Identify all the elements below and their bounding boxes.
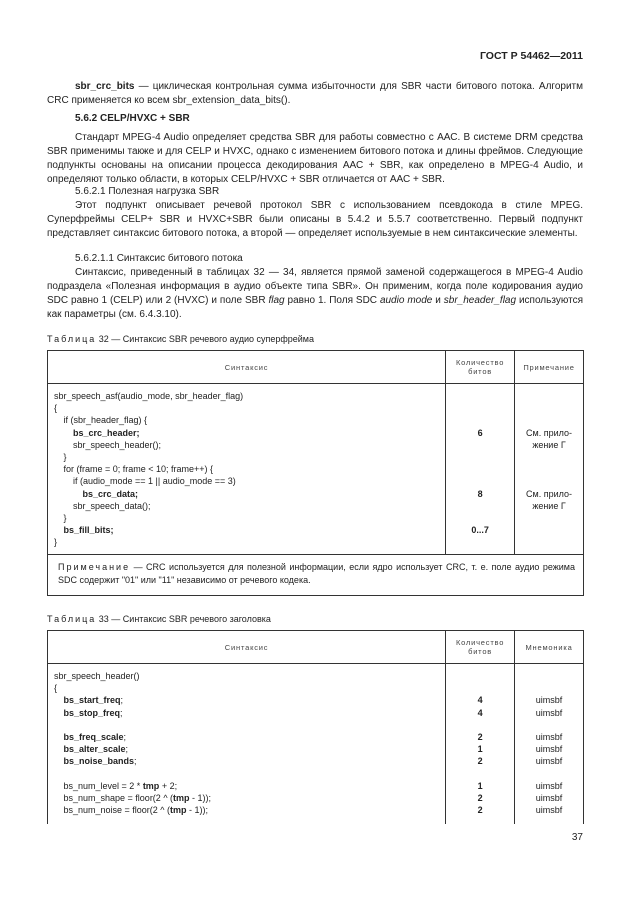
table-32-caption	[47, 334, 314, 344]
code-token: ;	[120, 707, 123, 718]
paragraph-speech-protocol: Этот подпункт описывает речевой протокол SBR с использованием псевдокода в стиле MPEG. Суперфреймы CELP+ SBR и HVXC+SBR были описаны в 5.4.2 и 5.5.7 соответственно. Первый подпункт представляет синтаксис битового потока, а второй — определяет используемые в нем синтаксические элементы.	[47, 200, 583, 239]
code-token: {	[54, 683, 58, 694]
code-line: }	[63, 451, 67, 462]
code-line: if (sbr_header_flag) {	[63, 415, 148, 426]
mnemonic-value: uimsbf	[535, 731, 563, 742]
italic-term: sbr_header_flag	[443, 295, 517, 306]
paragraph-mpeg4-audio: Стандарт MPEG-4 Audio определяет средства SBR для работы совместно с ААС. В системе DRM средства SBR применимы также и для CELP и HVXC, однако с изменением битового потока и длины фреймов. Следующие подпункты основаны на описании процесса декодирования ААС + SBR, как определено в MPEG-4 Audio, и определяют только области, в которых CELP/HVXC + SBR отличается от ААС + SBR.	[47, 132, 583, 185]
mnemonic-value: uimsbf	[535, 756, 563, 767]
mnemonic-value	[515, 768, 583, 780]
bits-value	[446, 500, 514, 512]
code-token: + 2;	[159, 780, 178, 791]
table-33-caption	[47, 614, 271, 624]
code-line	[54, 768, 445, 780]
bits-value: 1	[477, 780, 483, 791]
col-header-mnemonic: Мнемоника	[515, 631, 584, 664]
code-token: tmp	[142, 780, 160, 791]
section-heading-5-6-2: 5.6.2 CELP/HVXC + SBR	[75, 113, 190, 124]
syntax-code-cell	[48, 664, 446, 824]
bits-value: 4	[477, 707, 483, 718]
mnemonic-value: uimsbf	[535, 805, 563, 816]
code-line: bs_fill_bits;	[63, 525, 114, 536]
col-header-note: Примечание	[515, 351, 584, 384]
code-line: sbr_speech_asf(audio_mode, sbr_header_flag)	[54, 391, 244, 401]
mnemonic-value: uimsbf	[535, 707, 563, 718]
code-line: {	[54, 403, 58, 414]
bits-value	[446, 402, 514, 414]
code-token: bs_stop_freq	[63, 707, 121, 718]
note-text: жение Г	[532, 500, 566, 511]
code-line	[54, 682, 445, 694]
col-header-bits: Количество битов	[446, 351, 515, 384]
bits-value	[446, 768, 514, 780]
code-line: for (frame = 0; frame < 10; frame++) {	[63, 464, 214, 475]
code-line	[54, 719, 445, 731]
paragraph-syntax-description	[47, 266, 583, 322]
note-text	[515, 414, 583, 426]
bits-value: 6	[477, 427, 483, 438]
page-number: 37	[571, 832, 583, 843]
table-note	[48, 555, 584, 596]
code-line: sbr_speech_data();	[73, 500, 151, 511]
caption-word: Таблица	[47, 334, 97, 344]
code-line: }	[63, 512, 67, 523]
subsection-heading-5-6-2-1: 5.6.2.1 Полезная нагрузка SBR	[75, 186, 220, 197]
note-text	[515, 524, 583, 536]
code-line: if (audio_mode == 1 || audio_mode == 3)	[73, 476, 236, 487]
note-cell	[515, 384, 584, 555]
bits-value: 2	[477, 731, 483, 742]
mnemonic-value: uimsbf	[535, 792, 563, 803]
table-33	[47, 630, 584, 824]
code-token: bs_num_level = 2 *	[63, 780, 143, 791]
bits-value: 1	[477, 744, 483, 755]
bits-value: 2	[477, 805, 483, 816]
mnemonic-value: uimsbf	[535, 780, 563, 791]
col-header-syntax: Синтаксис	[48, 351, 446, 384]
paragraph-text: — циклическая контрольная сумма избыточности для SBR части битового потока. Алгоритм CRC применяется ко всем sbr_extension_data_bits().	[47, 81, 583, 106]
bits-value	[446, 682, 514, 694]
caption-text: 32 — Синтаксис SBR речевого аудио суперфрейма	[96, 334, 314, 344]
code-token: tmp	[173, 792, 190, 803]
code-token: bs_start_freq	[63, 695, 121, 706]
bits-value: 2	[477, 756, 483, 767]
code-token: tmp	[170, 805, 187, 816]
mnemonic-cell	[515, 664, 584, 824]
note-text	[515, 390, 583, 402]
mnemonic-value	[515, 682, 583, 694]
code-line	[54, 694, 445, 706]
note-text	[515, 512, 583, 524]
mnemonic-value	[515, 670, 583, 682]
italic-term: audio mode	[379, 295, 433, 306]
code-token: bs_num_shape = floor(2 ^ (	[63, 792, 174, 803]
code-token: bs_num_noise = floor(2 ^ (	[63, 805, 171, 816]
caption-text: 33 — Синтаксис SBR речевого заголовка	[96, 614, 271, 624]
note-text: См. прило-	[526, 427, 572, 438]
syntax-code-cell	[48, 384, 446, 555]
bits-value	[446, 463, 514, 475]
bits-value	[446, 451, 514, 463]
bits-value	[446, 670, 514, 682]
code-line: bs_crc_header;	[73, 427, 140, 438]
document-header: ГОСТ Р 54462—2011	[479, 50, 583, 62]
code-line	[54, 670, 445, 682]
caption-word: Таблица	[47, 614, 97, 624]
code-token: ;	[125, 744, 129, 755]
code-token: ;	[123, 731, 127, 742]
code-token: - 1));	[186, 805, 209, 816]
code-line	[54, 743, 445, 755]
note-text: См. прило-	[526, 488, 572, 499]
note-text	[515, 451, 583, 463]
bits-value	[446, 719, 514, 731]
paragraph-text: используются как параметры (см. 6.4.3.10).	[47, 295, 583, 320]
code-line	[54, 755, 445, 767]
note-word: Примечание	[58, 562, 131, 573]
code-line: }	[54, 537, 58, 548]
paragraph-text: Синтаксис, приведенный в таблицах 32 — 34, является прямой заменой содержащегося в MPEG-4 Audio подраздела «Полезная информация в аудио объекте типа SBR». Он применим, когда поле кодирования аудио SDC равно 1 (CELP) или 2 (HVXC) и поле SBR	[47, 267, 583, 306]
bits-cell	[446, 384, 515, 555]
mnemonic-value	[515, 719, 583, 731]
paragraph-text: и	[432, 295, 444, 306]
subsection-heading-5-6-2-1-1: 5.6.2.1.1 Синтаксис битового потока	[75, 253, 243, 264]
bits-cell	[446, 664, 515, 824]
note-text	[515, 475, 583, 487]
col-header-syntax: Синтаксис	[48, 631, 446, 664]
term-sbr-crc-bits: sbr_crc_bits	[75, 81, 135, 92]
code-token: ;	[120, 695, 124, 706]
note-text	[515, 536, 583, 548]
note-text: — CRC используется для полезной информации, если ядро использует CRC, т. е. поле аудио режима SDC содержит "01" или "11" независимо от речевого кодека.	[58, 562, 575, 586]
bits-value	[446, 475, 514, 487]
code-token: bs_freq_scale	[63, 731, 124, 742]
bits-value	[446, 536, 514, 548]
mnemonic-value: uimsbf	[535, 695, 563, 706]
code-line	[54, 804, 445, 816]
code-line	[54, 780, 445, 792]
table-32	[47, 350, 584, 596]
code-token: sbr_speech_header()	[54, 671, 140, 681]
code-token: bs_noise_bands	[63, 756, 135, 767]
paragraph-sbr-crc-bits	[47, 80, 583, 108]
mnemonic-value: uimsbf	[535, 744, 563, 755]
code-line	[54, 731, 445, 743]
note-text	[515, 402, 583, 414]
code-line	[54, 792, 445, 804]
col-header-bits: Количество битов	[446, 631, 515, 664]
italic-term: flag	[268, 295, 285, 306]
note-text	[515, 463, 583, 475]
code-token: ;	[134, 756, 137, 767]
code-token: - 1));	[189, 792, 212, 803]
bits-value: 4	[477, 695, 483, 706]
bits-value: 8	[477, 488, 483, 499]
code-line	[54, 707, 445, 719]
paragraph-text: равно 1. Поля SDC	[284, 295, 380, 306]
bits-value	[446, 439, 514, 451]
bits-value	[446, 390, 514, 402]
code-token: bs_alter_scale	[63, 744, 126, 755]
bits-value	[446, 512, 514, 524]
code-line: bs_crc_data;	[82, 488, 139, 499]
bits-value	[446, 414, 514, 426]
code-line: sbr_speech_header();	[73, 439, 162, 450]
note-text: жение Г	[532, 439, 566, 450]
bits-value: 2	[477, 792, 483, 803]
bits-value: 0...7	[471, 525, 489, 536]
